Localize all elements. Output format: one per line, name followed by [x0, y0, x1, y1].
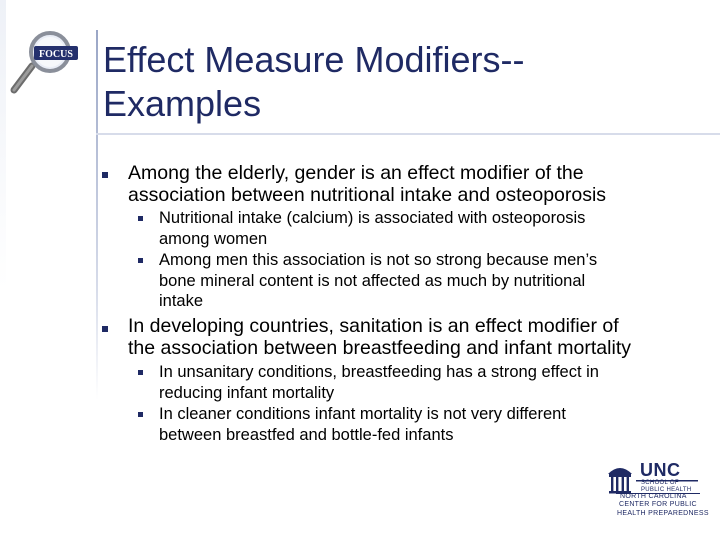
bullet-2-sub-2-line-2: between breastfed and bottle-fed infants	[159, 425, 454, 444]
bullet-2-sub-1-line-1: In unsanitary conditions, breastfeeding has a strong effect in	[159, 363, 599, 381]
bullet-1-sub-2-line-2: bone mineral content is not affected as much by nutritional	[159, 271, 586, 290]
bullet-2-sub-1-line-2: reducing infant mortality	[159, 383, 335, 402]
square-bullet-icon	[138, 258, 143, 263]
bullet-1-sub-2-line-3: intake	[159, 292, 204, 310]
unc-wordmark: UNC	[640, 460, 681, 480]
title-underline	[96, 133, 720, 135]
bullet-1-line-1: Among the elderly, gender is an effect modifier of the	[128, 162, 584, 184]
slide-title	[103, 38, 703, 126]
vertical-divider	[96, 30, 98, 400]
bullet-1-sub-1-line-1: Nutritional intake (calcium) is associated with osteoporosis	[159, 209, 586, 227]
bullet-2-sub-2-line-1: In cleaner conditions infant mortality is not very different	[159, 405, 566, 423]
title-line-2: Examples	[103, 83, 262, 124]
unc-school-text: SCHOOL OF PUBLIC HEALTH	[641, 480, 692, 493]
unc-center-text: NORTH CAROLINA CENTER FOR PUBLIC HEALTH PREPAREDNESS	[617, 493, 709, 517]
square-bullet-icon	[138, 216, 143, 221]
square-bullet-icon	[138, 370, 143, 375]
focus-magnifier-icon	[6, 30, 88, 100]
bullet-1-sub-2-line-1: Among men this association is not so strong because men’s	[159, 251, 598, 269]
bullet-2-line-2: the association between breastfeeding and infant mortality	[128, 337, 631, 359]
title-line-1: Effect Measure Modifiers--	[103, 39, 525, 80]
bullet-2-line-1: In developing countries, sanitation is an effect modifier of	[128, 315, 619, 337]
square-bullet-icon	[138, 412, 143, 417]
focus-logo-text: FOCUS	[39, 49, 73, 60]
square-bullet-icon	[102, 326, 108, 332]
bullet-1-sub-1-line-2: among women	[159, 229, 268, 248]
square-bullet-icon	[102, 172, 108, 178]
bullet-1-line-2: association between nutritional intake and osteoporosis	[128, 184, 607, 206]
